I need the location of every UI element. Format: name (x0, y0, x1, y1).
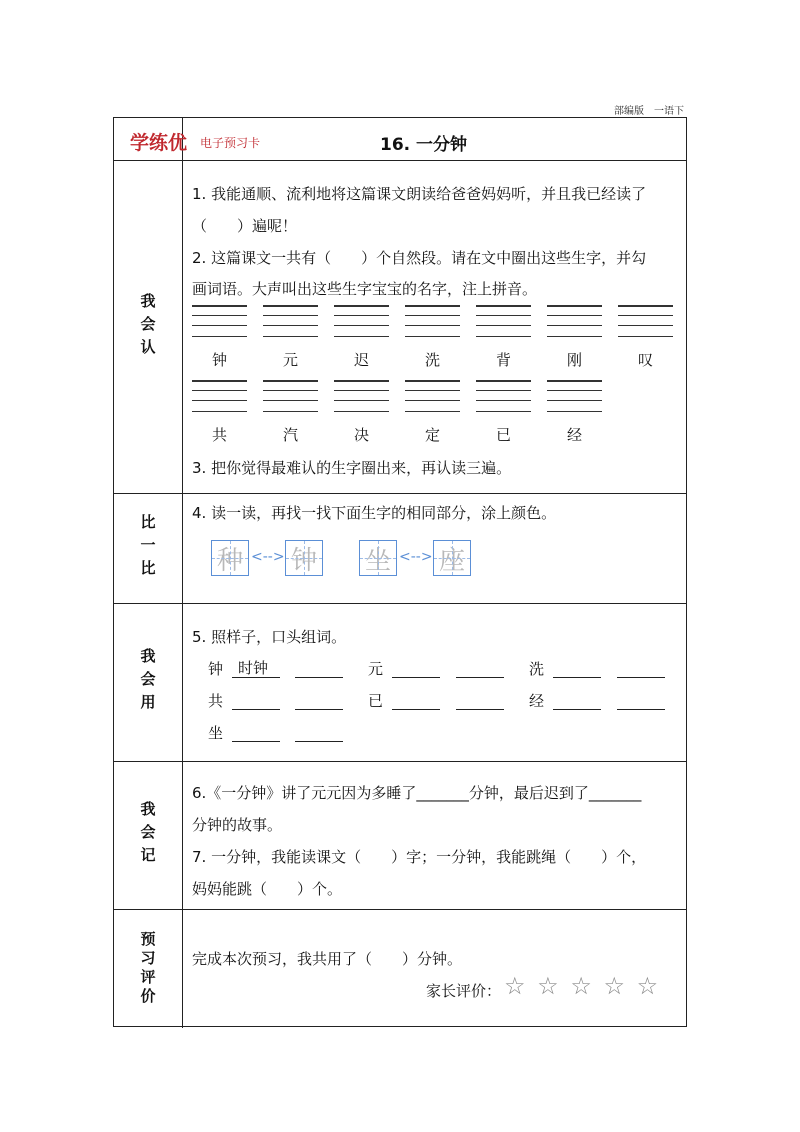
section-recognize (114, 161, 686, 494)
question-1a: 1. 我能通顺、流利地将这篇课文朗读给爸爸妈妈听，并且我已经读了 (192, 185, 647, 203)
char-box-zhong-clock[interactable]: 钟 (285, 540, 323, 576)
question-5: 5. 照样子，口头组词。 (192, 628, 347, 646)
pinyin-lines[interactable] (192, 380, 247, 412)
word-char: 钟 (208, 660, 224, 678)
evaluate-content (184, 910, 686, 1028)
question-6b: 分钟的故事。 (192, 816, 283, 834)
recognize-content (184, 161, 686, 493)
compare-content (184, 494, 686, 603)
new-char: 汽 (282, 426, 298, 444)
section-label-recognize: 我会认 (114, 161, 183, 493)
new-char: 钟 (211, 351, 227, 369)
answer-blank[interactable] (553, 709, 601, 710)
use-content (184, 604, 686, 761)
word-char: 共 (208, 692, 224, 710)
pinyin-lines[interactable] (192, 305, 247, 337)
char-box-zhong-seed[interactable]: 种 (211, 540, 249, 576)
preview-time-line: 完成本次预习，我共用了（ ）分钟。 (192, 950, 463, 968)
section-label-compare: 比一比 (114, 494, 183, 603)
pinyin-lines[interactable] (263, 305, 318, 337)
compare-arrow: <--> (399, 549, 433, 565)
preview-card-table (113, 117, 687, 1027)
section-compare (114, 494, 686, 604)
compare-arrow: <--> (251, 549, 285, 565)
char-box-zuo-sit[interactable]: 坐 (359, 540, 397, 576)
question-3: 3. 把你觉得最难认的生字圈出来，再认读三遍。 (192, 459, 512, 477)
pinyin-lines[interactable] (476, 380, 531, 412)
new-char: 经 (566, 426, 582, 444)
word-char: 经 (529, 692, 545, 710)
star-icon[interactable]: ☆ (603, 972, 627, 1000)
answer-blank[interactable] (617, 677, 665, 678)
word-char: 洗 (529, 660, 545, 678)
pinyin-lines[interactable] (547, 305, 602, 337)
section-label-evaluate: 预习评价 (114, 910, 183, 1028)
question-4: 4. 读一读，再找一找下面生字的相同部分，涂上颜色。 (192, 504, 557, 522)
star-icon[interactable]: ☆ (570, 972, 594, 1000)
parent-eval-label: 家长评价： (426, 982, 502, 1000)
new-char: 定 (424, 426, 440, 444)
section-evaluate (114, 910, 686, 1028)
question-7b: 妈妈能跳（ ）个。 (192, 880, 343, 898)
new-char: 背 (495, 351, 511, 369)
question-6a: 6.《一分钟》讲了元元因为多睡了_______分钟，最后迟到了_______ (192, 784, 642, 802)
pinyin-lines[interactable] (334, 305, 389, 337)
pinyin-lines[interactable] (547, 380, 602, 412)
question-7a: 7. 一分钟，我能读课文（ ）字；一分钟，我能跳绳（ ）个， (192, 848, 647, 866)
answer-blank[interactable] (617, 709, 665, 710)
pinyin-lines[interactable] (334, 380, 389, 412)
answer-blank[interactable] (232, 709, 280, 710)
brand-title: 学练优 (130, 132, 188, 154)
answer-blank[interactable] (232, 741, 280, 742)
star-icon[interactable]: ☆ (636, 972, 661, 1000)
answer-blank[interactable] (295, 677, 343, 678)
edition-label: 部编版 一语下 (614, 106, 684, 117)
card-subtitle: 电子预习卡 (200, 136, 261, 150)
word-char: 坐 (208, 724, 224, 742)
lesson-title: 16. 一分钟 (380, 135, 468, 155)
answer-blank[interactable] (553, 677, 601, 678)
answer-blank[interactable] (456, 677, 504, 678)
char-box-zuo-seat[interactable]: 座 (433, 540, 471, 576)
example-word: 时钟 (238, 659, 269, 677)
answer-blank[interactable] (392, 677, 440, 678)
new-char: 已 (495, 426, 511, 444)
new-char: 刚 (566, 351, 582, 369)
remember-content (184, 762, 686, 909)
star-icon[interactable]: ☆ (537, 972, 561, 1000)
section-use (114, 604, 686, 762)
new-char: 迟 (353, 351, 369, 369)
parent-rating (504, 972, 660, 1000)
header-row (114, 118, 686, 161)
pinyin-lines[interactable] (476, 305, 531, 337)
answer-blank[interactable] (295, 741, 343, 742)
new-char: 共 (211, 426, 227, 444)
answer-blank[interactable] (456, 709, 504, 710)
new-char: 决 (353, 426, 369, 444)
word-char: 已 (368, 692, 384, 710)
section-remember (114, 762, 686, 910)
star-icon[interactable]: ☆ (504, 972, 528, 1000)
section-label-use: 我会用 (114, 604, 183, 761)
word-char: 元 (368, 660, 384, 678)
new-char: 洗 (424, 351, 440, 369)
pinyin-lines[interactable] (405, 305, 460, 337)
answer-blank[interactable] (295, 709, 343, 710)
question-2a: 2. 这篇课文一共有（ ）个自然段。请在文中圈出这些生字，并勾 (192, 249, 647, 267)
pinyin-lines[interactable] (405, 380, 460, 412)
answer-blank[interactable] (392, 709, 440, 710)
question-1b: （ ）遍呢！ (192, 217, 298, 235)
section-label-remember: 我会记 (114, 762, 183, 909)
new-char: 元 (282, 351, 298, 369)
pinyin-lines[interactable] (618, 305, 673, 337)
new-char: 叹 (637, 351, 653, 369)
answer-blank[interactable] (232, 677, 280, 678)
question-2b: 画词语。大声叫出这些生字宝宝的名字，注上拼音。 (192, 280, 538, 298)
pinyin-lines[interactable] (263, 380, 318, 412)
